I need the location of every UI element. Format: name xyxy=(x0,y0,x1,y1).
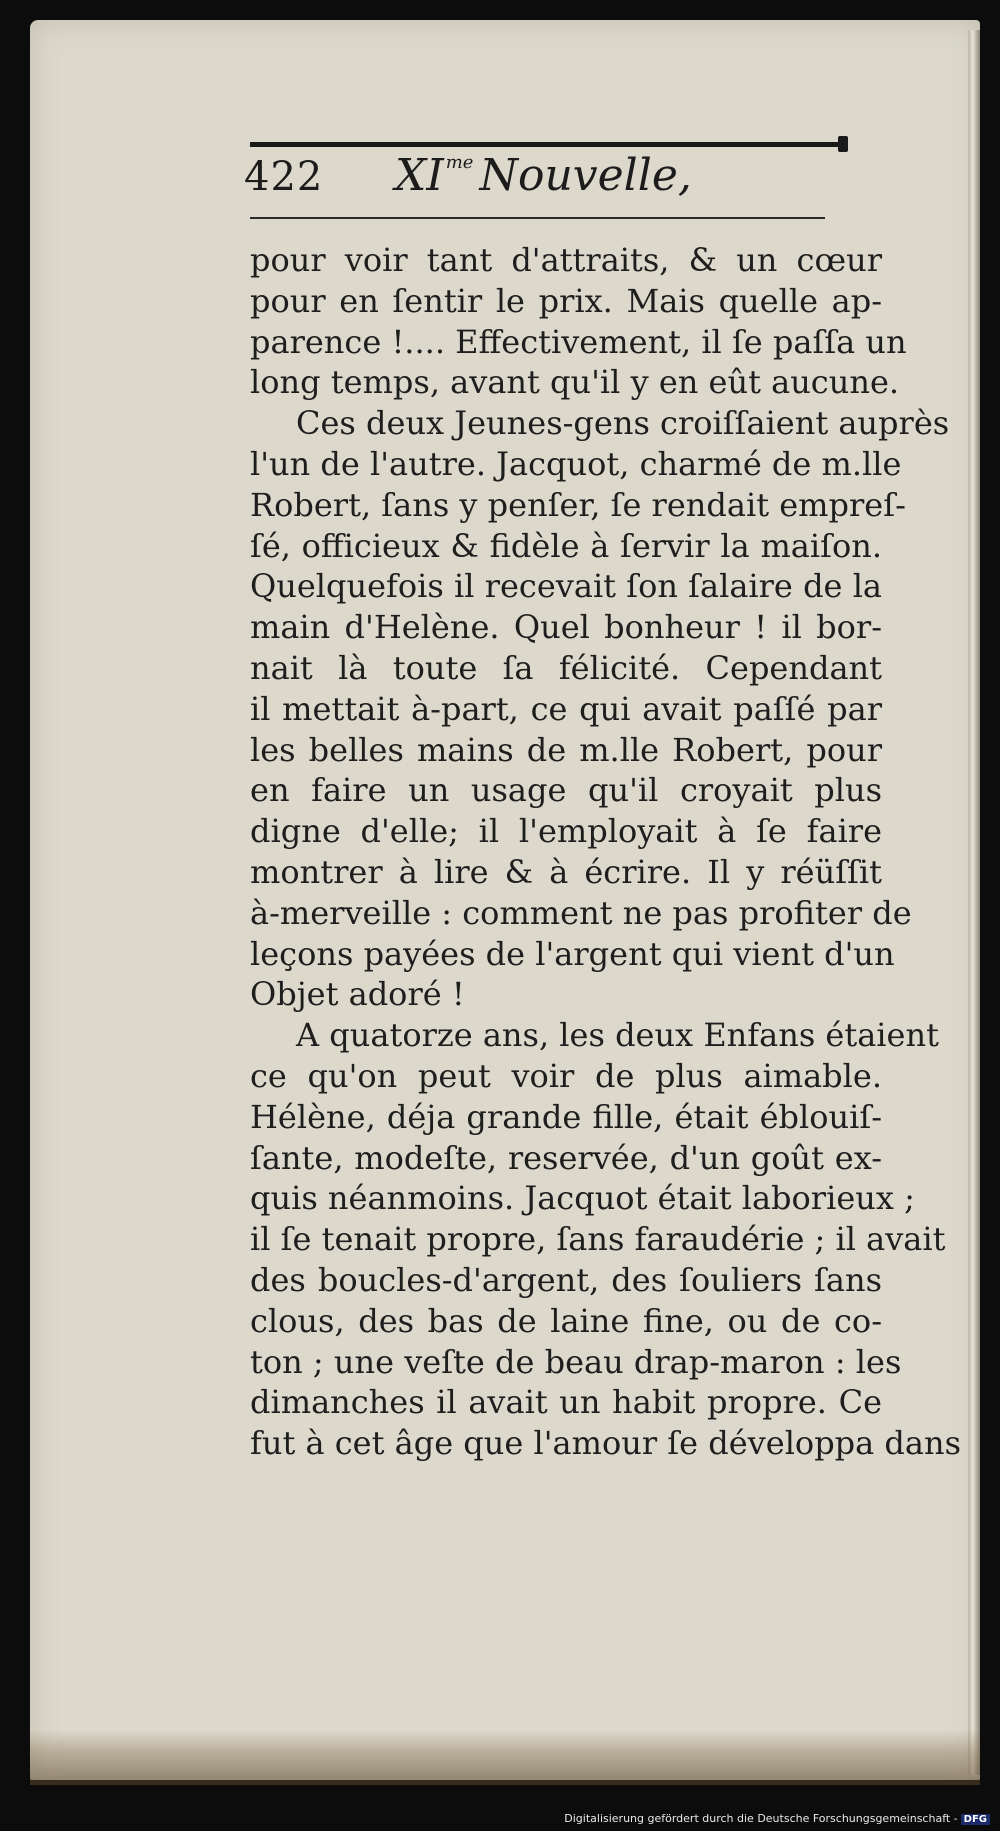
text-line: ton ; une veſte de beau drap-maron : les xyxy=(250,1342,902,1381)
body-text xyxy=(250,240,961,1464)
text-line: ſante, modeſte, reservée, d'un goût ex- xyxy=(250,1138,882,1177)
text-line: pour en ſentir le prix. Mais quelle ap- xyxy=(250,281,882,320)
running-head xyxy=(395,150,692,201)
header-rule-bottom xyxy=(250,217,825,219)
page-edge-right xyxy=(968,30,980,1775)
text-line: leçons payées de l'argent qui vient d'un xyxy=(250,934,895,973)
text-line: Objet adoré ! xyxy=(250,975,465,1014)
text-line: long temps, avant qu'il y en eût aucune. xyxy=(250,363,900,402)
digitization-credit xyxy=(564,1812,990,1825)
text-line: montrer à lire & à écrire. Il y réüſſit xyxy=(250,852,882,891)
text-line: les belles mains de m.lle Robert, pour xyxy=(250,730,882,769)
text-line: nait là toute ſa félicité. Cependant xyxy=(250,648,882,687)
text-line: ce qu'on peut voir de plus aimable. xyxy=(250,1056,882,1095)
text-line: Robert, ſans y penſer, ſe rendait empreſ- xyxy=(250,485,906,524)
text-line: quis néanmoins. Jacquot était laborieux ; xyxy=(250,1179,915,1218)
text-line: en faire un usage qu'il croyait plus xyxy=(250,771,882,810)
text-line: clous, des bas de laine fine, ou de co- xyxy=(250,1301,882,1340)
text-line: digne d'elle; il l'employait à ſe faire xyxy=(250,812,882,851)
text-line: Hélène, déja grande fille, était éblouiſ- xyxy=(250,1097,882,1136)
text-line: pour voir tant d'attraits, & un cœur xyxy=(250,241,882,279)
text-line: il mettait à-part, ce qui avait paſſé par xyxy=(250,689,882,728)
text-line: parence !.... Effectivement, il ſe paſſa un xyxy=(250,322,907,361)
text-line: fut à cet âge que l'amour ſe développa dans xyxy=(250,1424,961,1463)
page-edge-bottom xyxy=(30,1730,980,1785)
text-line: Ces deux Jeunes-gens croiſſaient auprès xyxy=(296,404,950,443)
running-head-numeral: XI xyxy=(395,150,444,201)
running-head-superscript: me xyxy=(445,152,474,173)
text-line: Quelquefois il recevait ſon ſalaire de la xyxy=(250,567,882,606)
text-line: ſé, officieux & fidèle à ſervir la maiſon. xyxy=(250,526,882,565)
text-line: à-merveille : comment ne pas profiter de xyxy=(250,893,912,932)
page-number: 422 xyxy=(244,154,324,200)
running-head-title: Nouvelle, xyxy=(479,150,692,201)
header-rule-ornament xyxy=(838,136,848,152)
text-line: A quatorze ans, les deux Enfans étaient xyxy=(296,1016,939,1055)
text-line: dimanches il avait un habit propre. Ce xyxy=(250,1383,882,1422)
text-line: il ſe tenait propre, ſans faraudérie ; il avait xyxy=(250,1220,946,1259)
dfg-logo: DFG xyxy=(961,1814,990,1825)
text-line: des boucles-d'argent, des ſouliers ſans xyxy=(250,1260,882,1299)
credit-text: Digitalisierung gefördert durch die Deutsche Forschungsgemeinschaft - xyxy=(564,1812,958,1825)
header-rule-top xyxy=(250,142,845,147)
text-line: main d'Helène. Quel bonheur ! il bor- xyxy=(250,608,882,647)
text-line: l'un de l'autre. Jacquot, charmé de m.lle xyxy=(250,444,902,483)
